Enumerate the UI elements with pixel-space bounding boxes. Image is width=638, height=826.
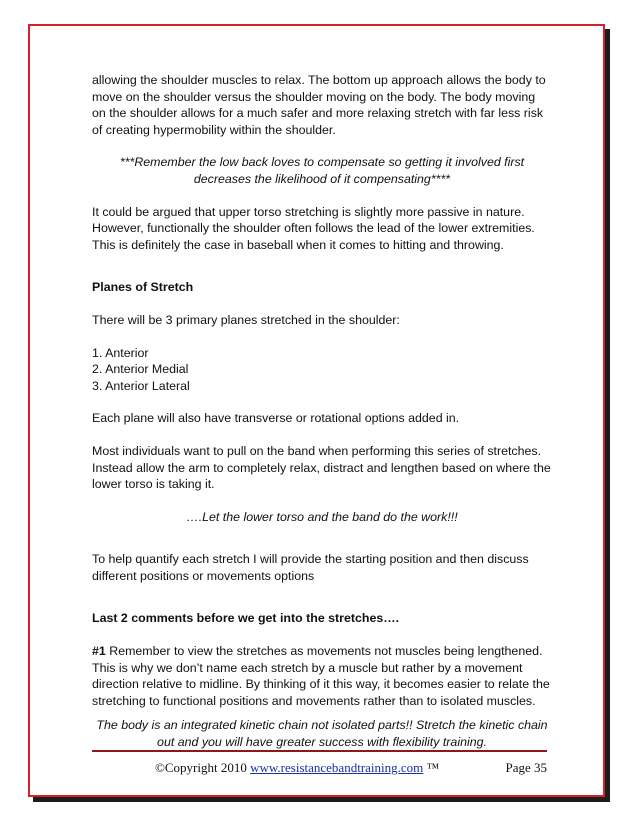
comment-number: #1	[92, 644, 106, 659]
trademark-symbol: ™	[423, 760, 440, 775]
callout-lower-torso: ….Let the lower torso and the band do the work!!!	[186, 509, 458, 524]
paragraph-comment-1	[92, 643, 552, 709]
comment-text: Remember to view the stretches as movements not muscles being lengthened. This is why we don’t name each stretch by a muscle but rather by a movement direction relative to midline. By thinking of it this way, it becomes easier to relate the stretching to functional positions and movements rather than to isolated muscles.	[92, 644, 550, 708]
paragraph-quantify: To help quantify each stretch I will provide the starting position and then discuss different positions or movements options	[92, 552, 529, 583]
planes-list	[92, 345, 552, 395]
paragraph-pull-on-band: Most individuals want to pull on the band when performing this series of stretches. Instead allow the arm to completely relax, distract and lengthen based on where the lower torso is taking it.	[92, 443, 551, 492]
paragraph-upper-torso: It could be argued that upper torso stretching is slightly more passive in nature. However, functionally the shoulder often follows the lead of the lower extremities. This is definitely the case in baseball when it comes to hitting and throwing.	[92, 204, 535, 252]
callout-low-back: ***Remember the low back loves to compensate so getting it involved first decreases the likelihood of it compensating****	[119, 155, 525, 186]
paragraph-rotational-options: Each plane will also have transverse or rotational options added in.	[92, 411, 460, 426]
list-item: 2. Anterior Medial	[92, 362, 189, 377]
page-body	[92, 72, 552, 751]
heading-planes-of-stretch: Planes of Stretch	[92, 280, 194, 295]
website-link[interactable]: www.resistancebandtraining.com	[250, 760, 424, 775]
paragraph-bottom-up: allowing the shoulder muscles to relax. The bottom up approach allows the body to move on the shoulder versus the shoulder moving on the body. The body moving on the shoulder allows for a much safer and more relaxing stretch with far less risk of creating hypermobility within the shoulder.	[92, 73, 546, 137]
list-item: 1. Anterior	[92, 345, 149, 360]
list-item: 3. Anterior Lateral	[92, 378, 190, 393]
paragraph-primary-planes: There will be 3 primary planes stretched in the shoulder:	[92, 312, 400, 327]
callout-kinetic-chain: The body is an integrated kinetic chain not isolated parts!! Stretch the kinetic chain out and you will have greater success with flexibility training.	[96, 718, 548, 750]
page-number: Page 35	[505, 760, 547, 775]
copyright-text: ©Copyright 2010	[155, 760, 251, 775]
footer-rule	[92, 750, 547, 752]
heading-last-comments: Last 2 comments before we get into the stretches….	[92, 611, 400, 626]
copyright-notice	[155, 760, 439, 776]
